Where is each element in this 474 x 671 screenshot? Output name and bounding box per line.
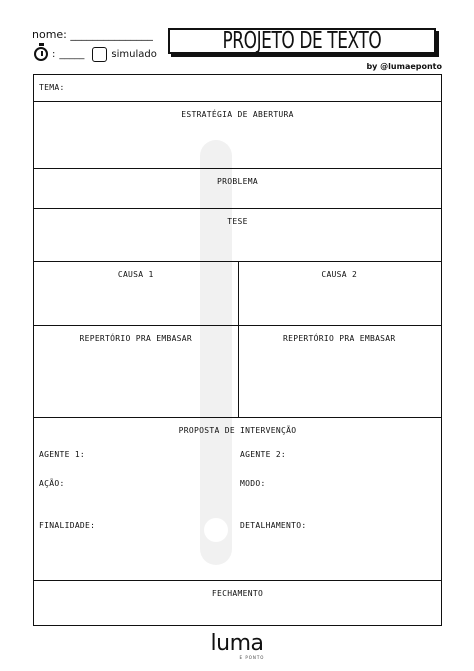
simulado-checkbox[interactable]	[92, 47, 107, 62]
title-box	[168, 28, 436, 54]
essay-plan-form	[33, 74, 442, 626]
tese-label: TESE	[227, 217, 248, 226]
time-row	[34, 44, 157, 64]
causa2-label: CAUSA 2	[321, 270, 358, 279]
causa1-label: CAUSA 1	[117, 270, 154, 279]
detalhamento-label: DETALHAMENTO:	[240, 521, 307, 530]
agente1-label: AGENTE 1:	[39, 450, 86, 459]
tese-section[interactable]	[34, 209, 441, 262]
problema-section[interactable]	[34, 169, 441, 209]
tema-label: TEMA:	[39, 83, 65, 92]
simulado-label: simulado	[111, 48, 157, 60]
agente2-label: AGENTE 2:	[240, 450, 287, 459]
repertorio-section[interactable]	[34, 326, 441, 418]
page-title: PROJETO DE TEXTO	[222, 28, 382, 54]
fechamento-section[interactable]	[34, 581, 441, 627]
repertorio-left-label: REPERTÓRIO PRA EMBASAR	[79, 334, 193, 343]
tema-section[interactable]	[34, 75, 441, 102]
proposta-title: PROPOSTA DE INTERVENÇÃO	[178, 426, 297, 435]
problema-label: PROBLEMA	[217, 177, 258, 186]
name-field[interactable]	[32, 28, 153, 41]
stopwatch-icon	[34, 47, 48, 61]
modo-label: MODO:	[240, 479, 266, 488]
estrategia-section[interactable]	[34, 102, 441, 169]
time-blank-line[interactable]: _____	[59, 48, 85, 60]
name-label: nome:	[32, 28, 67, 41]
logo-text: luma	[210, 631, 264, 656]
finalidade-label: FINALIDADE:	[39, 521, 96, 530]
time-colon: :	[52, 48, 56, 60]
luma-logo	[0, 632, 474, 660]
title-block	[168, 28, 440, 58]
fechamento-label: FECHAMENTO	[211, 589, 264, 598]
name-blank-line: _______________	[70, 28, 153, 41]
byline: by @lumaeponto	[366, 62, 442, 71]
estrategia-label: ESTRATÉGIA DE ABERTURA	[181, 110, 294, 119]
logo-subtext: E PONTO	[239, 655, 265, 660]
repertorio-right-label: REPERTÓRIO PRA EMBASAR	[282, 334, 396, 343]
proposta-section[interactable]	[34, 418, 441, 581]
causas-section[interactable]	[34, 262, 441, 326]
acao-label: AÇÃO:	[39, 479, 65, 488]
